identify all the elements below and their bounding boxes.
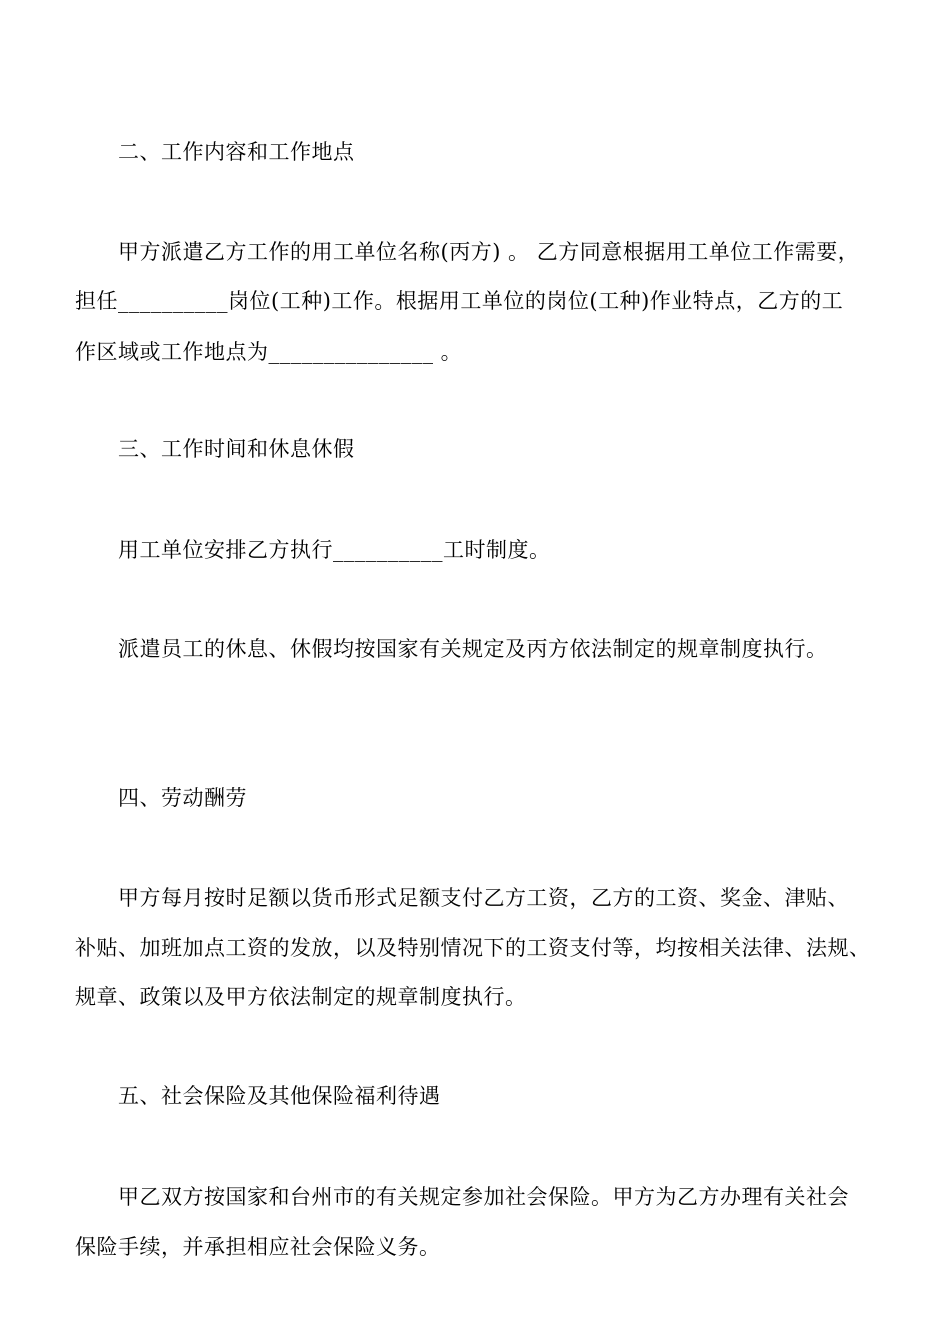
section-2-paragraph-line-1: 甲方派遣乙方工作的用工单位名称(丙方) 。 乙方同意根据用工单位工作需要， <box>118 240 860 264</box>
section-3-paragraph-1: 用工单位安排乙方执行__________工时制度。 <box>118 538 551 562</box>
section-5-paragraph-line-2: 保险手续，并承担相应社会保险义务。 <box>75 1235 441 1259</box>
section-2-heading: 二、工作内容和工作地点 <box>118 140 355 164</box>
section-4-paragraph-line-1: 甲方每月按时足额以货币形式足额支付乙方工资，乙方的工资、奖金、津贴、 <box>118 886 849 910</box>
section-3-paragraph-2: 派遣员工的休息、休假均按国家有关规定及丙方依法制定的规章制度执行。 <box>118 637 828 661</box>
section-5-paragraph-line-1: 甲乙双方按国家和台州市的有关规定参加社会保险。甲方为乙方办理有关社会 <box>118 1185 849 1209</box>
section-2-paragraph-line-3: 作区域或工作地点为_______________ 。 <box>75 340 463 364</box>
section-3-heading: 三、工作时间和休息休假 <box>118 437 355 461</box>
section-4-paragraph-line-2: 补贴、加班加点工资的发放，以及特别情况下的工资支付等，均按相关法律、法规、 <box>75 936 871 960</box>
section-2-paragraph-line-2: 担任__________岗位(工种)工作。根据用工单位的岗位(工种)作业特点，乙方的工 <box>75 289 844 313</box>
section-4-paragraph-line-3: 规章、政策以及甲方依法制定的规章制度执行。 <box>75 985 527 1009</box>
section-5-heading: 五、社会保险及其他保险福利待遇 <box>118 1084 441 1108</box>
section-4-heading: 四、劳动酬劳 <box>118 786 247 810</box>
